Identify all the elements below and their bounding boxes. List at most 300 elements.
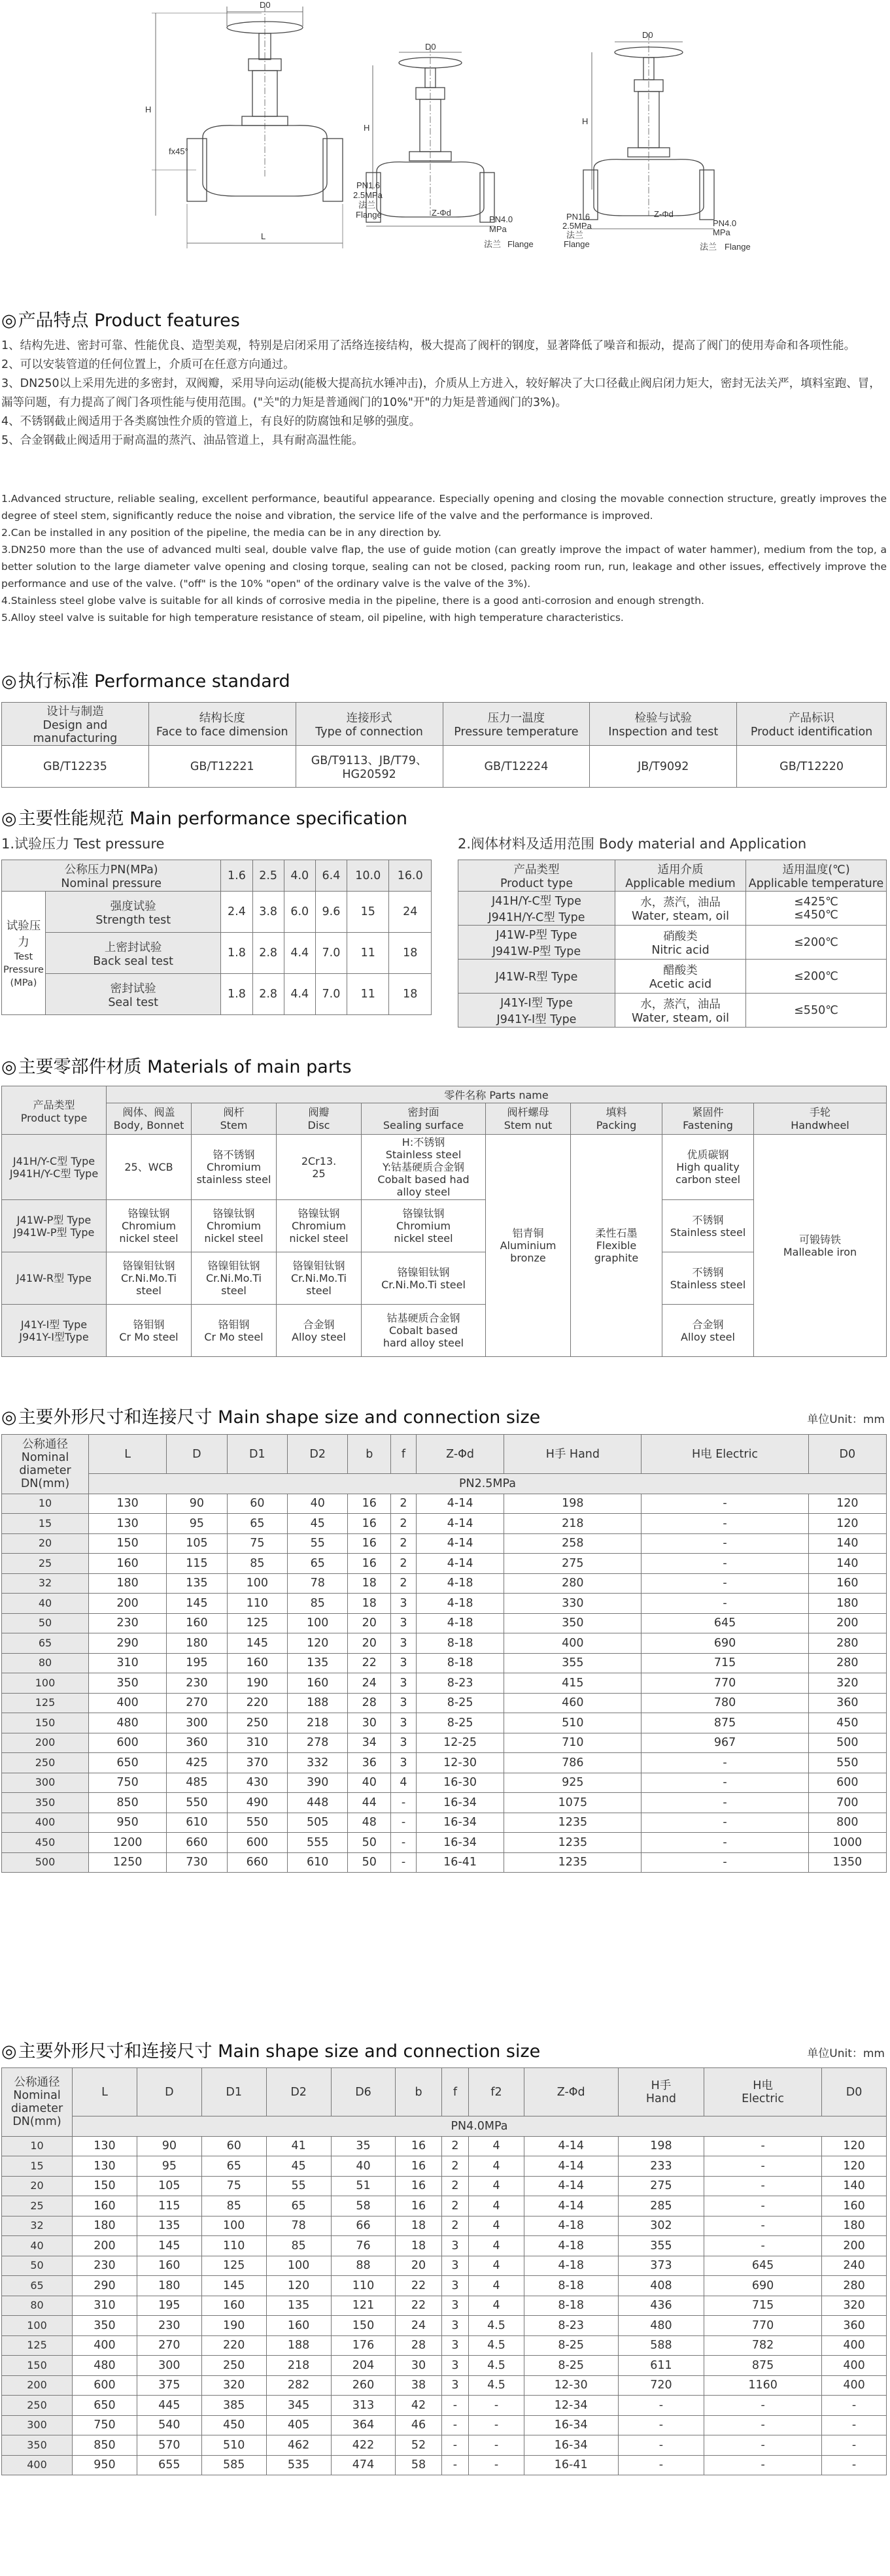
table-cell: 22 — [396, 2276, 441, 2296]
table-cell: 45 — [266, 2156, 331, 2177]
table-cell: 770 — [642, 1673, 808, 1694]
table-row — [2, 1733, 887, 1753]
table-cell: 230 — [137, 2316, 201, 2336]
table-cell: 160 — [167, 1613, 227, 1633]
table-cell: 250 — [201, 2356, 266, 2376]
feature-cn-1: 1、结构先进、密封可靠、性能优良、造型美观，特别是启闭采用了活络连接结构，极大提高了阀杆的钢度，显著降低了噪音和振动，提高了阀门的使用寿命和各项性能。 — [1, 339, 856, 352]
table-cell: - — [704, 2415, 822, 2435]
table-cell: 16 — [348, 1533, 391, 1554]
table-cell: 195 — [137, 2296, 201, 2316]
table-cell: 715 — [704, 2296, 822, 2316]
table-cell: 10 — [2, 2136, 73, 2156]
table-cell: 12-30 — [524, 2375, 618, 2396]
table-cell: 24 — [396, 2316, 441, 2336]
table-cell: 180 — [822, 2216, 887, 2236]
flange-cn-label: 法兰 — [358, 200, 376, 210]
table-cell: 720 — [618, 2375, 704, 2396]
table-cell: 18 — [396, 2216, 441, 2236]
table-cell: 160 — [73, 2196, 137, 2216]
table-cell: 50 — [348, 1833, 391, 1853]
features-cn — [1, 337, 887, 450]
table-cell: 400 — [822, 2335, 887, 2356]
table-cell: - — [441, 2415, 469, 2435]
table-cell: 28 — [396, 2335, 441, 2356]
mpa25-label: 2.5MPa — [353, 190, 383, 200]
table-cell: 130 — [73, 2136, 137, 2156]
table-cell: 282 — [266, 2375, 331, 2396]
feature-cn-4: 4、不锈钢截止阀适用于各类腐蚀性介质的管道上，有良好的防腐蚀和足够的强度。 — [1, 415, 421, 428]
table-cell: 250 — [2, 1753, 89, 1773]
table-cell: 85 — [266, 2236, 331, 2256]
table-cell: 332 — [288, 1753, 348, 1773]
table-cell: 645 — [642, 1613, 808, 1633]
table-cell: 3 — [391, 1653, 417, 1673]
table-cell: 16 — [348, 1514, 391, 1534]
table-cell: 500 — [808, 1733, 886, 1753]
table-cell: 4-18 — [524, 2236, 618, 2256]
table-cell: 2 — [441, 2176, 469, 2196]
table-cell: 135 — [137, 2216, 201, 2236]
table-cell: 220 — [227, 1693, 287, 1713]
table-cell: 4.5 — [469, 2356, 524, 2376]
table-cell: 100 — [201, 2216, 266, 2236]
table-cell: 730 — [167, 1852, 227, 1873]
table-cell: 690 — [704, 2276, 822, 2296]
table-cell: 78 — [266, 2216, 331, 2236]
dim-l-label: L — [261, 231, 266, 241]
table-cell: 115 — [167, 1554, 227, 1574]
pn40-label-3: PN4.0 — [713, 218, 737, 228]
table-cell: 50 — [348, 1852, 391, 1873]
table-cell: 4 — [469, 2176, 524, 2196]
table-cell: 610 — [288, 1852, 348, 1873]
table-cell: 42 — [396, 2396, 441, 2416]
dim-h-label-2: H — [364, 123, 370, 133]
table-cell: 310 — [227, 1733, 287, 1753]
table-cell: 700 — [808, 1793, 886, 1813]
table-cell: 32 — [2, 1573, 89, 1594]
table-cell: 16-41 — [524, 2455, 618, 2475]
table-cell: 3 — [441, 2356, 469, 2376]
table-row — [2, 1713, 887, 1733]
table-cell: 160 — [822, 2196, 887, 2216]
table-cell: 2 — [391, 1573, 417, 1594]
table-cell: 425 — [167, 1753, 227, 1773]
table-cell: - — [704, 2236, 822, 2256]
table-cell: 385 — [201, 2396, 266, 2416]
table-cell: 450 — [808, 1713, 886, 1733]
table-cell: 4 — [469, 2136, 524, 2156]
table-cell: 100 — [266, 2256, 331, 2276]
table-row — [2, 1573, 887, 1594]
table-cell: - — [642, 1852, 808, 1873]
table-cell: 150 — [2, 1713, 89, 1733]
table-cell: 600 — [89, 1733, 167, 1753]
table-row — [2, 1673, 887, 1694]
table-cell: 350 — [2, 1793, 89, 1813]
table-cell: 145 — [167, 1594, 227, 1614]
table-cell: 8-18 — [416, 1633, 504, 1654]
table-cell: 660 — [227, 1852, 287, 1873]
table-row — [2, 1653, 887, 1673]
table-cell: 40 — [288, 1494, 348, 1514]
table-cell: 3 — [391, 1753, 417, 1773]
table-cell: 218 — [288, 1713, 348, 1733]
table-cell: 3 — [441, 2256, 469, 2276]
table-cell: 800 — [808, 1813, 886, 1833]
table-cell: 140 — [808, 1554, 886, 1574]
table-cell: 8-25 — [416, 1693, 504, 1713]
flange-en-label: Flange — [356, 210, 382, 220]
dim1-unit: 单位Unit：mm — [807, 1413, 885, 1426]
table-cell: 145 — [137, 2236, 201, 2256]
pn16-label: PN1.6 — [356, 180, 381, 190]
table-cell: 20 — [348, 1613, 391, 1633]
table-cell: 55 — [266, 2176, 331, 2196]
table-cell: 190 — [227, 1673, 287, 1694]
table-cell: 160 — [137, 2256, 201, 2276]
table-cell: 4 — [469, 2276, 524, 2296]
table-row — [2, 2396, 887, 2416]
table-cell: - — [642, 1753, 808, 1773]
table-cell: 16-41 — [416, 1852, 504, 1873]
table-row — [2, 2156, 887, 2177]
table-cell: 125 — [2, 2335, 73, 2356]
table-cell: 220 — [201, 2335, 266, 2356]
table-cell: 34 — [348, 1733, 391, 1753]
table-cell: 2 — [391, 1514, 417, 1534]
table-cell: 300 — [137, 2356, 201, 2376]
pn16-label-3: PN1.6 — [566, 212, 590, 222]
table-cell: 8-25 — [524, 2335, 618, 2356]
table-cell: 4-14 — [524, 2196, 618, 2216]
table-row — [2, 2455, 887, 2475]
mpa25-label-3: 2.5MPa — [562, 221, 592, 231]
table-cell: 85 — [201, 2196, 266, 2216]
table-cell: 44 — [348, 1793, 391, 1813]
table-cell: 8-23 — [416, 1673, 504, 1694]
table-cell: 188 — [288, 1693, 348, 1713]
table-row — [2, 1633, 887, 1654]
table-cell: 50 — [2, 2256, 73, 2276]
table-cell: - — [441, 2455, 469, 2475]
table-cell: 260 — [331, 2375, 396, 2396]
standard-table: 设计与制造 Design and manufacturing 结构长度 Face to face dimension 连接形式 Type of connection 压力一温度 Pressure temperature 检验与试验 Inspection and test 产品标识 Product identification GB/T12235 GB/T12221 GB/T9113、JB/T79、HG20592 GB/T12224 JB/T9092 GB/T12220 — [1, 702, 887, 788]
feature-en-3: 3.DN250 more than the use of advanced multi seal, double valve flap, the use of guide motion (can greatly improve the impact of water hammer), medium from the top, a better solution to the large diameter valve opening and closing torque, sealing can not be closed, packing room run, run, leakage and other issues, effectively improve the performance and use of the valve. ("off" is the 10% "open" of the ordinary valve is the valve of the 3%). — [1, 544, 887, 590]
table-cell: - — [618, 2396, 704, 2416]
table-cell: - — [642, 1554, 808, 1574]
table-row — [2, 1613, 887, 1633]
table-cell: 4.5 — [469, 2335, 524, 2356]
table-cell: - — [704, 2176, 822, 2196]
table-cell: 611 — [618, 2356, 704, 2376]
table-cell: 218 — [504, 1514, 642, 1534]
flange-en-label-3: Flange — [564, 239, 590, 249]
table-cell: 110 — [227, 1594, 287, 1614]
table-cell: 275 — [618, 2176, 704, 2196]
table-cell: 400 — [822, 2356, 887, 2376]
table-cell: 2 — [391, 1533, 417, 1554]
table-cell: - — [822, 2415, 887, 2435]
table-cell: 2 — [441, 2156, 469, 2177]
table-row — [2, 1852, 887, 1873]
dim-h-label-3: H — [582, 116, 589, 126]
table-cell: 160 — [227, 1653, 287, 1673]
table-cell: 100 — [227, 1573, 287, 1594]
table-cell: 22 — [348, 1653, 391, 1673]
table-row — [2, 2415, 887, 2435]
table-cell: 510 — [504, 1713, 642, 1733]
table-cell: 330 — [504, 1594, 642, 1614]
table-cell: 415 — [504, 1673, 642, 1694]
table-row — [2, 2375, 887, 2396]
table-cell: 782 — [704, 2335, 822, 2356]
dim-d0-label-2: D0 — [425, 42, 436, 52]
table-cell: 350 — [504, 1613, 642, 1633]
table-cell: 20 — [2, 1533, 89, 1554]
table-row — [2, 2296, 887, 2316]
table-cell: 65 — [2, 2276, 73, 2296]
table-cell: 490 — [227, 1793, 287, 1813]
table-cell: 390 — [288, 1773, 348, 1793]
table-cell: 690 — [642, 1633, 808, 1654]
table-row — [2, 1554, 887, 1574]
table-cell: 24 — [348, 1673, 391, 1694]
table-cell: 20 — [2, 2176, 73, 2196]
table-cell: 300 — [2, 2415, 73, 2435]
table-cell: 610 — [167, 1813, 227, 1833]
table-cell: 258 — [504, 1533, 642, 1554]
table-cell: 480 — [73, 2356, 137, 2376]
table-cell: 20 — [348, 1633, 391, 1654]
table-cell: 3 — [441, 2375, 469, 2396]
table-cell: 290 — [89, 1633, 167, 1654]
table-cell: 3 — [441, 2316, 469, 2336]
table-cell: 120 — [288, 1633, 348, 1654]
table-cell: 200 — [73, 2236, 137, 2256]
table-cell: 110 — [331, 2276, 396, 2296]
table-cell: 445 — [137, 2396, 201, 2416]
feature-cn-2: 2、可以安装管道的任何位置上，介质可在任意方向通过。 — [1, 358, 295, 371]
table-cell: 100 — [2, 2316, 73, 2336]
table-cell: 4 — [469, 2156, 524, 2177]
feature-en-4: 4.Stainless steel globe valve is suitable for all kinds of corrosive media in the pipeline, there is a good anti-corrosion and enough strength. — [1, 595, 704, 607]
table-cell: 280 — [822, 2276, 887, 2296]
table-cell: 1235 — [504, 1852, 642, 1873]
table-cell: 302 — [618, 2216, 704, 2236]
table-row — [2, 2196, 887, 2216]
table-cell: 485 — [167, 1773, 227, 1793]
table-cell: 121 — [331, 2296, 396, 2316]
table-row — [2, 1793, 887, 1813]
table-cell: 400 — [2, 1813, 89, 1833]
table-cell: 360 — [808, 1693, 886, 1713]
table-cell: 2 — [441, 2136, 469, 2156]
table-cell: 462 — [266, 2435, 331, 2456]
flange-en-label-4: Flange — [725, 242, 751, 252]
table-cell: 140 — [822, 2176, 887, 2196]
table-cell: 200 — [2, 1733, 89, 1753]
table-cell: 125 — [201, 2256, 266, 2276]
table-cell: 320 — [808, 1673, 886, 1694]
table-cell: 230 — [73, 2256, 137, 2276]
table-cell: 80 — [2, 2296, 73, 2316]
table-cell: 46 — [396, 2415, 441, 2435]
table-cell: 16 — [396, 2196, 441, 2216]
table-cell: 52 — [396, 2435, 441, 2456]
table-cell: 770 — [704, 2316, 822, 2336]
dim-d0-label: D0 — [260, 0, 271, 10]
table-cell: 180 — [89, 1573, 167, 1594]
table-cell: 400 — [89, 1693, 167, 1713]
table-cell: 200 — [89, 1594, 167, 1614]
feature-en-5: 5.Alloy steel valve is suitable for high temperature resistance of steam, oil pipeline, with high temperature characteristics. — [1, 612, 624, 624]
table-cell: 8-18 — [416, 1653, 504, 1673]
table-cell: 130 — [73, 2156, 137, 2177]
table-cell: 400 — [2, 2455, 73, 2475]
table-cell: 500 — [2, 1852, 89, 1873]
table-row — [2, 1594, 887, 1614]
table-cell: 16 — [348, 1554, 391, 1574]
table-cell: 950 — [89, 1813, 167, 1833]
table-cell: 2 — [391, 1554, 417, 1574]
table-cell: 130 — [89, 1494, 167, 1514]
test-pressure-table: 公称压力PN(MPa) Nominal pressure 1.6 2.5 4.0 6.4 10.0 16.0 试验压力 Test Pressure (MPa) 强度试验 Strength test 2.4 3.8 6.0 9.6 15 24 上密封试验 Back seal test 1.8 2.8 4.4 7.0 11 18 密封试验 Seal test 1.8 2.8 4.4 7.0 11 18 — [1, 860, 432, 1015]
table-cell: - — [642, 1833, 808, 1853]
table-cell: 3 — [441, 2335, 469, 2356]
table-cell: 480 — [618, 2316, 704, 2336]
table-cell: 78 — [288, 1573, 348, 1594]
table-cell: 233 — [618, 2156, 704, 2177]
table-cell: - — [391, 1813, 417, 1833]
table-row — [2, 2176, 887, 2196]
table-cell: 1200 — [89, 1833, 167, 1853]
table-cell: 300 — [167, 1713, 227, 1733]
table-cell: 375 — [137, 2375, 201, 2396]
table-cell: 30 — [396, 2356, 441, 2376]
table-cell: - — [642, 1773, 808, 1793]
table-cell: 350 — [2, 2435, 73, 2456]
table-cell: 16-30 — [416, 1773, 504, 1793]
table-cell: - — [391, 1833, 417, 1853]
table-cell: 850 — [73, 2435, 137, 2456]
table-cell: 4 — [469, 2236, 524, 2256]
table-cell: 40 — [2, 2236, 73, 2256]
table-cell: 90 — [137, 2136, 201, 2156]
table-cell: 95 — [137, 2156, 201, 2177]
table-cell: 8-23 — [524, 2316, 618, 2336]
table-cell: - — [704, 2435, 822, 2456]
table-cell: 3 — [391, 1613, 417, 1633]
table-cell: 120 — [822, 2136, 887, 2156]
table-cell: 355 — [504, 1653, 642, 1673]
table-row — [2, 2356, 887, 2376]
table-cell: 650 — [89, 1753, 167, 1773]
table-cell: 290 — [73, 2276, 137, 2296]
table-cell: - — [642, 1573, 808, 1594]
table-cell: 550 — [227, 1813, 287, 1833]
table-cell: 4-14 — [416, 1533, 504, 1554]
feature-en-1: 1.Advanced structure, reliable sealing, excellent performance, beautiful appearance. Especially opening and closing the movable connection structure, greatly improves the degree of steel stem, significantly reduce the noise and vibration, the service life of the valve and the performance is improved. — [1, 493, 887, 522]
table-cell: 15 — [2, 1514, 89, 1534]
spec-heading: ◎主要性能规范 Main performance specification — [1, 809, 407, 829]
table-cell: 150 — [2, 2356, 73, 2376]
table-cell: 405 — [266, 2415, 331, 2435]
table-cell: 135 — [288, 1653, 348, 1673]
table-cell: 230 — [89, 1613, 167, 1633]
table-cell: 4-18 — [524, 2216, 618, 2236]
table-cell: 125 — [2, 1693, 89, 1713]
table-cell: 125 — [227, 1613, 287, 1633]
table-cell: 4.5 — [469, 2316, 524, 2336]
table-cell: 3 — [391, 1733, 417, 1753]
table-cell: 278 — [288, 1733, 348, 1753]
flange-cn-label-2: 法兰 — [484, 239, 502, 249]
table-cell: 20 — [396, 2256, 441, 2276]
table-cell: 250 — [2, 2396, 73, 2416]
table-cell: 8-25 — [416, 1713, 504, 1733]
table-cell: 780 — [642, 1693, 808, 1713]
table-cell: 950 — [73, 2455, 137, 2475]
table-row — [2, 2316, 887, 2336]
table-cell: 18 — [396, 2236, 441, 2256]
table-cell: 400 — [822, 2375, 887, 2396]
table-row — [2, 1813, 887, 1833]
table-cell: 570 — [137, 2435, 201, 2456]
materials-table: 产品类型 Product type 零件名称 Parts name 阀体、阀盖 Body, Bonnet 阀杆 Stem 阀瓣 Disc 密封面 Sealing surface 阀杆螺母 Stem nut 填料 Packing 紧固件 Fastening 手轮 Handwheel J41H/Y-C型 Type J941H/Y-C型 Type 25、WCB 铬不锈钢 Chromium stainless steel 2Cr13. 25 H:不锈钢 Stainless steel Y:钴基硬质合金钢 Cobalt based had alloy steel 铝青铜 Aluminium bronze 柔性石墨 Flexible graphite 优质碳钢 High quality carbon steel 可锻铸铁 Malleable iron J41W-P型 Type J941W-P型 Type 铬镍钛钢 Chromium nickel steel 铬镍钛钢 Chromium nickel steel 铬镍钛钢 Chromium nickel steel 铬镍钛钢 Chromium nickel steel 不锈钢 Stainless steel J41W-R型 Type 铬镍钼钛钢 Cr.Ni.Mo.Ti steel 铬镍钼钛钢 Cr.Ni.Mo.Ti steel 铬镍钼钛钢 Cr.Ni.Mo.Ti steel 铬镍钼钛钢 Cr.Ni.Mo.Ti steel 不锈钢 Stainless steel J41Y-I型 Type J941Y-I型Type 铬钼钢 Cr Mo steel 铬钼钢 Cr Mo steel 合金钢 Alloy steel 钴基硬质合金钢 Cobalt based hard alloy steel 合金钢 Alloy steel — [1, 1086, 887, 1357]
table-cell: 436 — [618, 2296, 704, 2316]
table-cell: - — [391, 1852, 417, 1873]
table-cell: 4-14 — [524, 2156, 618, 2177]
table-cell: 80 — [2, 1653, 89, 1673]
body-material-table: 产品类型 Product type 适用介质 Applicable medium 适用温度(℃) Applicable temperature J41H/Y-C型 Type J941H/Y-C型 Type 水，蒸汽，油品 Water, steam, oil ≤425℃ ≤450℃ J41W-P型 Type J941W-P型 Type 硝酸类 Nitric acid ≤200℃ J41W-R型 Type 醋酸类 Acetic acid ≤200℃ J41Y-I型 Type J941Y-I型 Type 水，蒸汽，油品 Water, steam, oil ≤550℃ — [458, 860, 887, 1028]
table-cell: 350 — [73, 2316, 137, 2336]
table-cell: 400 — [504, 1633, 642, 1654]
table-cell: 1000 — [808, 1833, 886, 1853]
table-cell: 550 — [808, 1753, 886, 1773]
table-cell: 16 — [396, 2156, 441, 2177]
table-cell: 540 — [137, 2415, 201, 2435]
table-cell: 480 — [89, 1713, 167, 1733]
table-cell: 18 — [348, 1573, 391, 1594]
table-cell: - — [642, 1594, 808, 1614]
table-cell: 12-34 — [524, 2396, 618, 2416]
table-cell: 555 — [288, 1833, 348, 1853]
table-row — [2, 1833, 887, 1853]
table-cell: 450 — [2, 1833, 89, 1853]
table-cell: 12-30 — [416, 1753, 504, 1773]
table-cell: 160 — [288, 1673, 348, 1694]
table-row — [2, 2136, 887, 2156]
table-cell: - — [704, 2396, 822, 2416]
table-cell: 145 — [227, 1633, 287, 1654]
table-cell: 160 — [808, 1573, 886, 1594]
table-cell: 198 — [504, 1494, 642, 1514]
table-cell: 710 — [504, 1733, 642, 1753]
table-cell: 510 — [201, 2435, 266, 2456]
table-cell: 218 — [266, 2356, 331, 2376]
table-cell: 75 — [227, 1533, 287, 1554]
table-cell: 650 — [73, 2396, 137, 2416]
table-cell: 1235 — [504, 1813, 642, 1833]
table-cell: 65 — [201, 2156, 266, 2177]
dim-h-label: H — [145, 105, 152, 114]
table-cell: - — [822, 2455, 887, 2475]
table-cell: 3 — [391, 1673, 417, 1694]
table-cell: 4-18 — [416, 1573, 504, 1594]
table-cell: 10 — [2, 1494, 89, 1514]
table-cell: 105 — [167, 1533, 227, 1554]
